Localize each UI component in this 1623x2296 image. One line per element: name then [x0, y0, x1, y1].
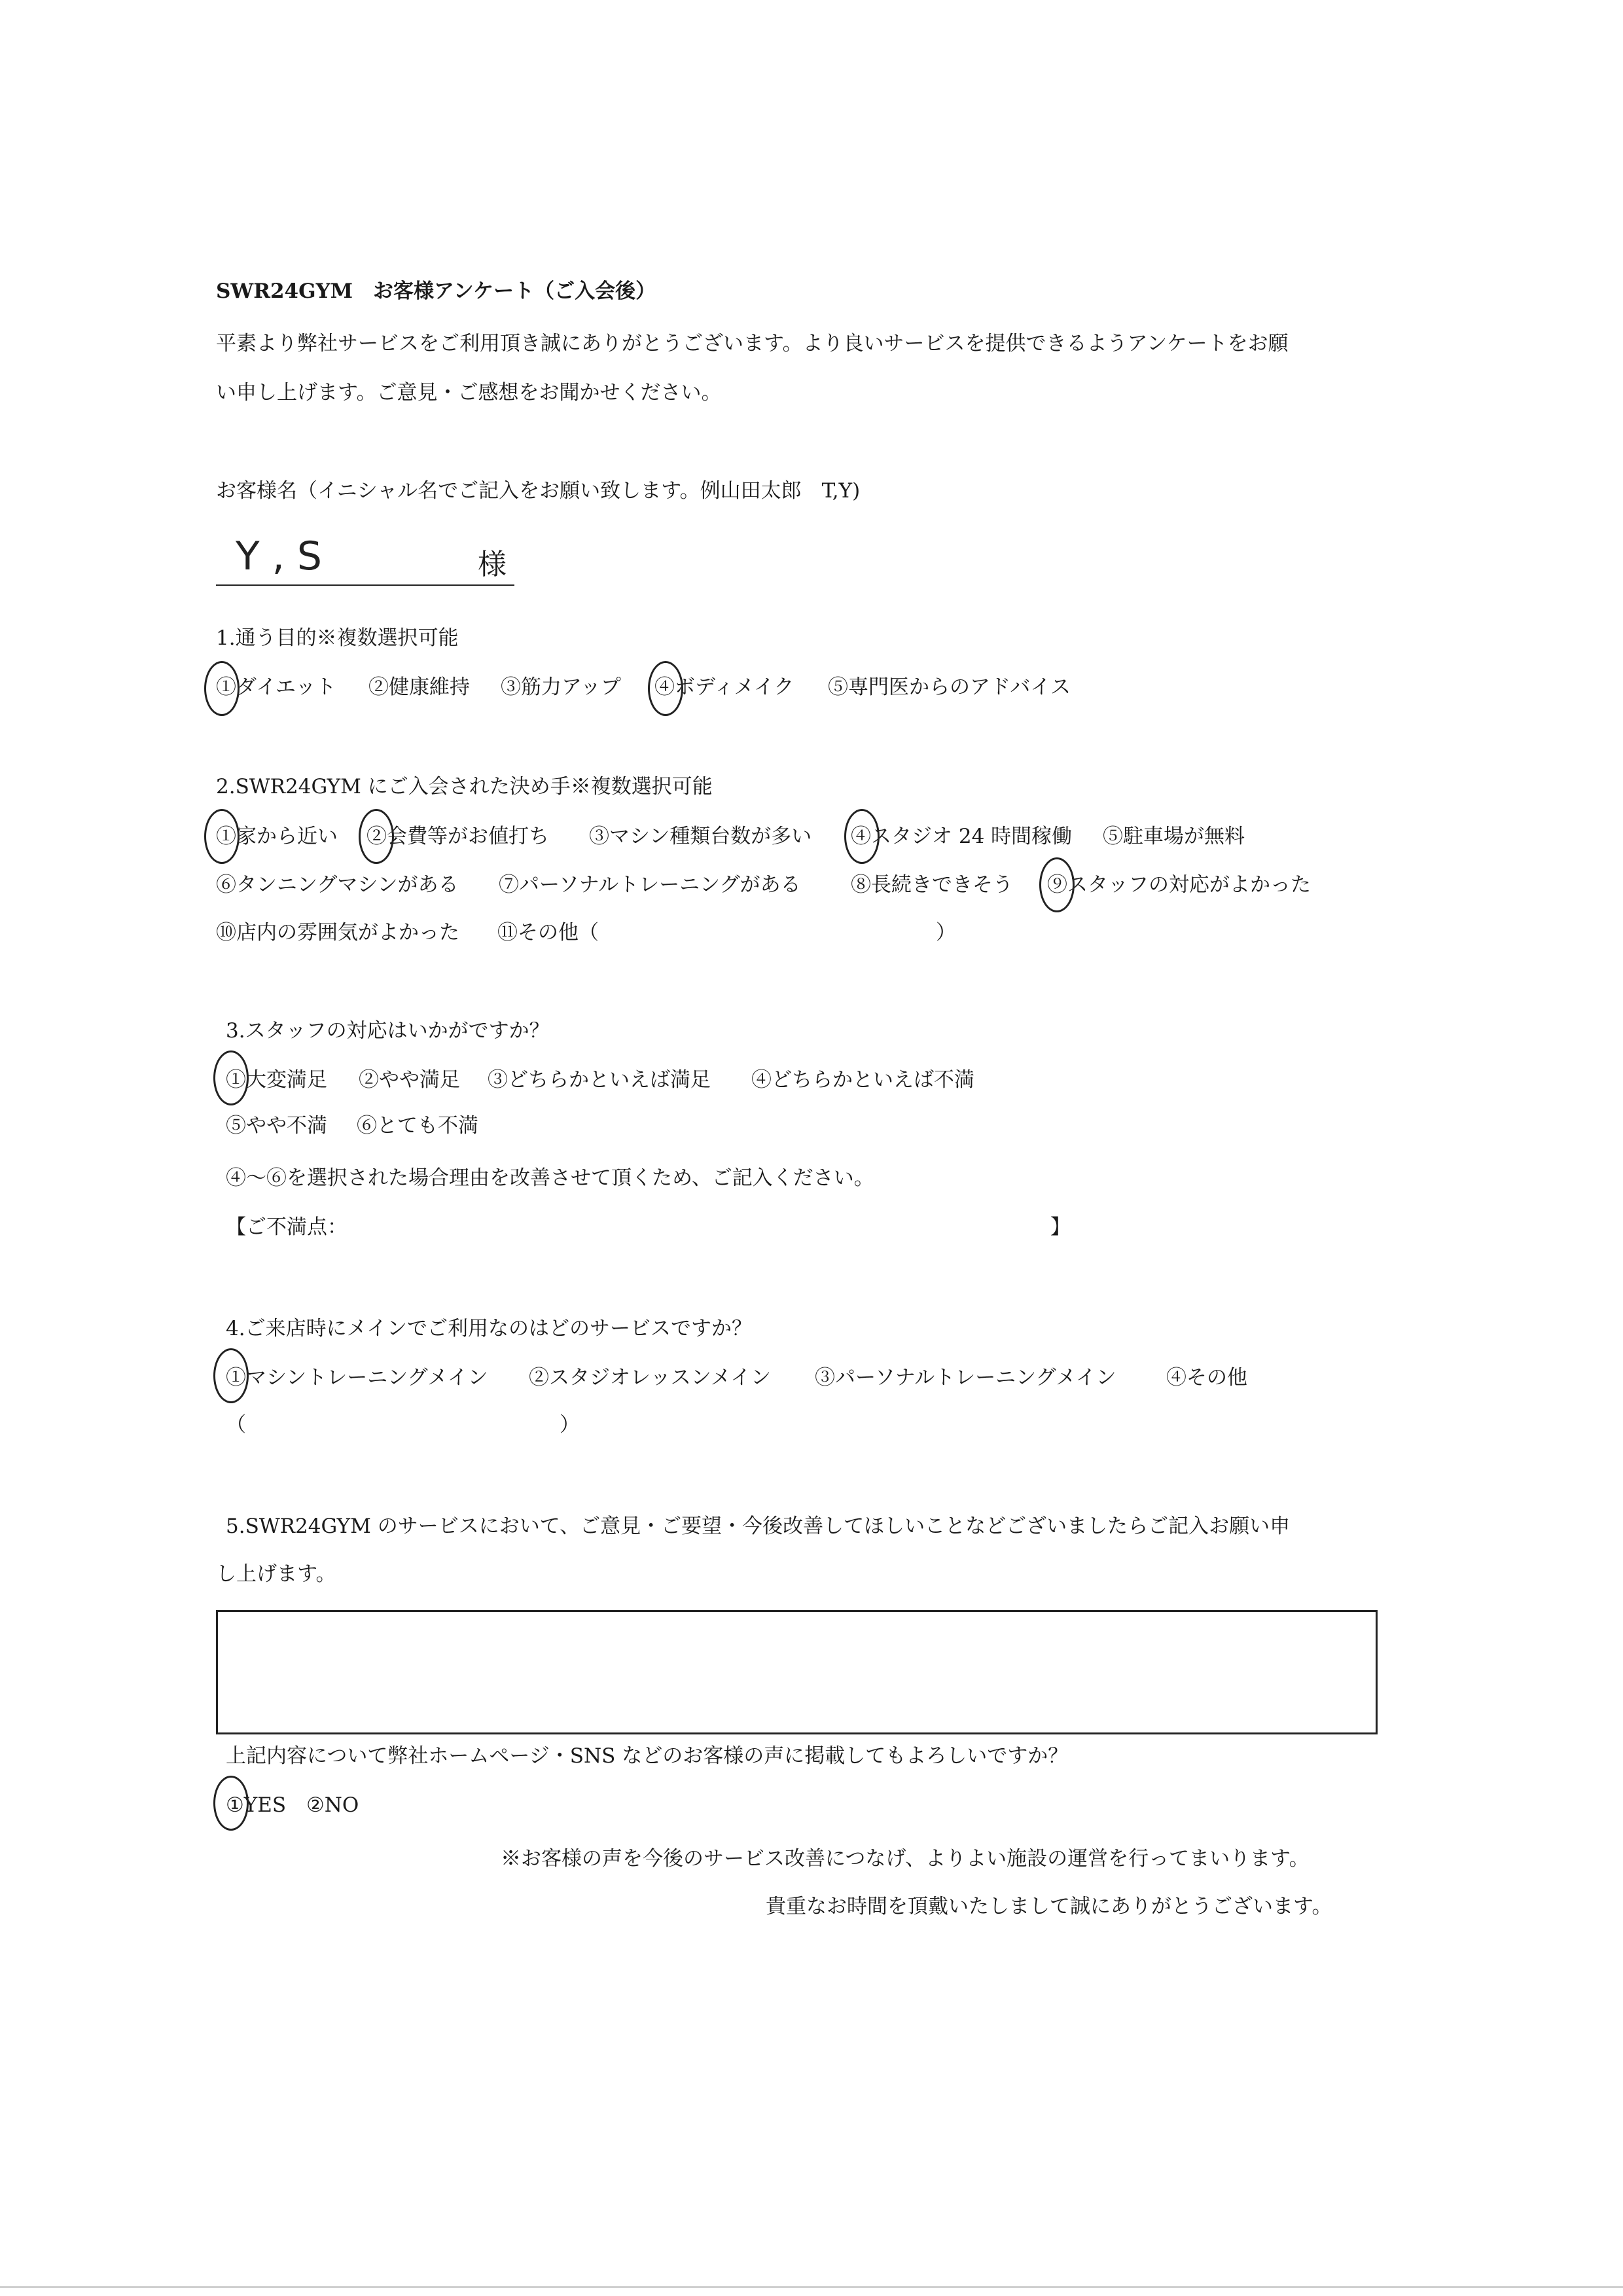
q2-option-4[interactable]: ④スタジオ 24 時間稼働	[851, 825, 1073, 848]
q4-question: 4.ご来店時にメインでご利用なのはどのサービスですか？	[226, 1317, 752, 1340]
name-underline	[216, 584, 514, 586]
q4-option-4[interactable]: ④その他	[1166, 1366, 1247, 1390]
q2-option-8[interactable]: ⑧長続きできそう	[851, 873, 1013, 897]
q4-other-open: （	[226, 1413, 246, 1437]
footer-line-2: 貴重なお時間を頂戴いたしまして誠にありがとうございます。	[766, 1895, 1332, 1918]
q1-option-1[interactable]: ①ダイエット	[216, 675, 336, 699]
q3-question: 3.スタッフの対応はいかがですか？	[226, 1019, 550, 1043]
q3-complaint-close: 】	[1050, 1215, 1071, 1239]
q1-question: 1.通う目的※複数選択可能	[216, 626, 459, 650]
q4-option-1[interactable]: ①マシントレーニングメイン	[226, 1366, 488, 1390]
q2-option-2[interactable]: ②会費等がお値打ち	[366, 825, 549, 848]
q1-option-2[interactable]: ②健康維持	[368, 675, 470, 699]
q3-option-6[interactable]: ⑥とても不満	[357, 1114, 478, 1138]
q3-note: ④～⑥を選択された場合理由を改善させて頂くため、ご記入ください。	[226, 1166, 874, 1190]
q3-option-1[interactable]: ①大変満足	[226, 1068, 327, 1092]
footer-line-1: ※お客様の声を今後のサービス改善につなげ、よりよい施設の運営を行ってまいります。	[501, 1847, 1310, 1871]
q4-option-2[interactable]: ②スタジオレッスンメイン	[529, 1366, 772, 1390]
name-value[interactable]: Y , S	[236, 533, 322, 579]
intro-line-1: 平素より弊社サービスをご利用頂き誠にありがとうございます。より良いサービスを提供できるようアンケートをお願	[216, 332, 1289, 355]
survey-title: SWR24GYM お客様アンケート（ご入会後）	[216, 279, 656, 303]
q4-other-input[interactable]	[259, 1412, 556, 1438]
q5-question-line-2: し上げます。	[216, 1562, 336, 1586]
name-label: お客様名（イニシャル名でご記入をお願い致します。例山田太郎 T,Y)	[216, 479, 861, 503]
q1-option-3[interactable]: ③筋力アップ	[501, 675, 621, 699]
q3-complaint-input[interactable]	[357, 1214, 1050, 1240]
q2-option-7[interactable]: ⑦パーソナルトレーニングがある	[499, 873, 801, 897]
scan-edge	[0, 2286, 1623, 2288]
q2-option-5[interactable]: ⑤駐車場が無料	[1103, 825, 1245, 848]
consent-question: 上記内容について弊社ホームページ・SNS などのお客様の声に掲載してもよろしいですか？	[226, 1744, 1069, 1768]
q4-option-3[interactable]: ③パーソナルトレーニングメイン	[815, 1366, 1116, 1390]
q3-option-2[interactable]: ②やや満足	[359, 1068, 460, 1092]
q3-option-3[interactable]: ③どちらかといえば満足	[488, 1068, 711, 1092]
honorific: 様	[478, 548, 507, 581]
q5-comment-box[interactable]	[216, 1610, 1378, 1734]
q3-option-4[interactable]: ④どちらかといえば不満	[751, 1068, 974, 1092]
q2-option-6[interactable]: ⑥タンニングマシンがある	[216, 873, 459, 897]
q2-other-close: ）	[936, 921, 956, 944]
q2-question: 2.SWR24GYM にご入会された決め手※複数選択可能	[216, 775, 713, 798]
q4-other-close: ）	[560, 1413, 580, 1437]
q1-option-4[interactable]: ④ボディメイク	[654, 675, 794, 699]
q2-option-9[interactable]: ⑨スタッフの対応がよかった	[1047, 873, 1311, 897]
q2-option-10[interactable]: ⑩店内の雰囲気がよかった	[216, 921, 459, 944]
intro-line-2: い申し上げます。ご意見・ご感想をお聞かせください。	[216, 381, 722, 404]
q5-question-line-1: 5.SWR24GYM のサービスにおいて、ご意見・ご要望・今後改善してほしいことなどございましたらご記入お願い申	[226, 1515, 1291, 1538]
consent-option-yes[interactable]: ①YES	[226, 1793, 287, 1817]
q1-option-5[interactable]: ⑤専門医からのアドバイス	[828, 675, 1071, 699]
consent-option-no[interactable]: ②NO	[306, 1793, 359, 1817]
q2-option-11[interactable]: ⑪その他（	[497, 921, 599, 944]
q3-option-5[interactable]: ⑤やや不満	[226, 1114, 327, 1138]
q2-option-3[interactable]: ③マシン種類台数が多い	[589, 825, 812, 848]
q3-complaint-label: 【ご不満点：	[226, 1215, 348, 1239]
q2-option-1[interactable]: ①家から近い	[216, 825, 338, 848]
